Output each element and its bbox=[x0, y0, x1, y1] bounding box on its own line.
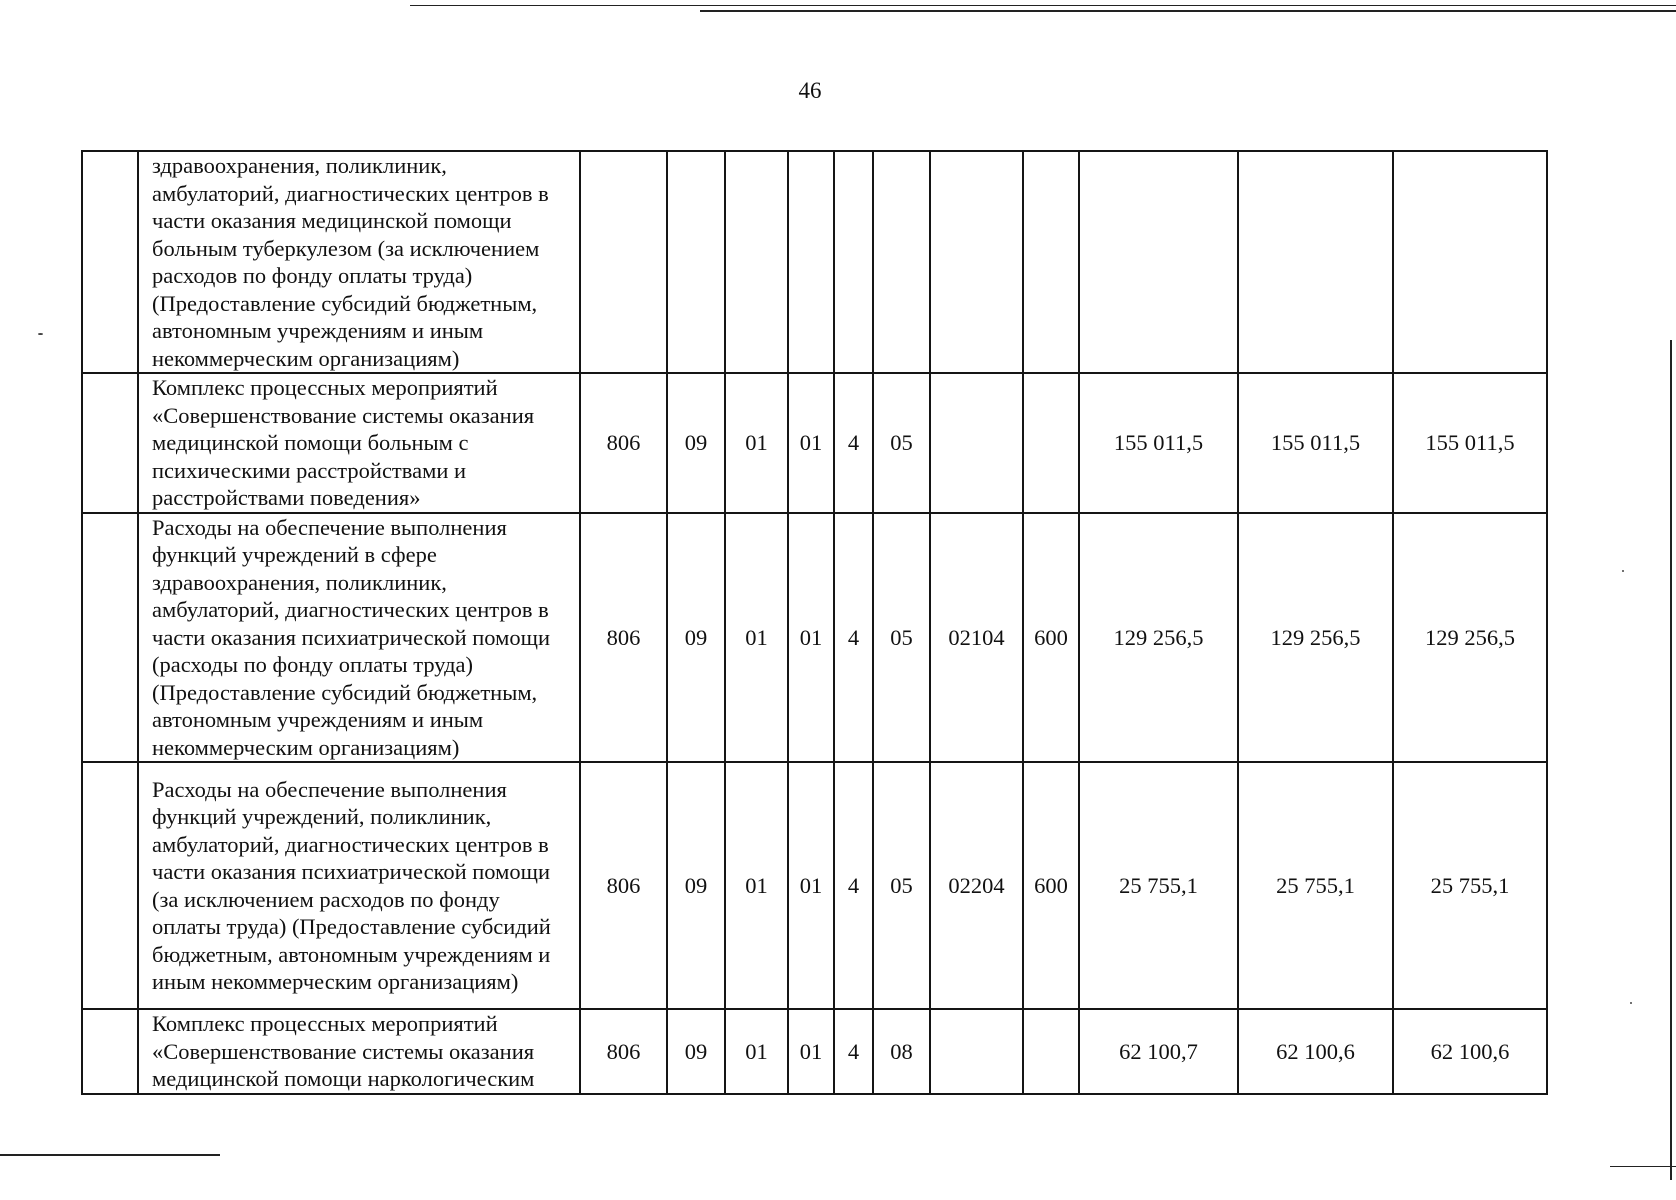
code-cell: 01 bbox=[788, 373, 834, 513]
amount-cell: 25 755,1 bbox=[1238, 762, 1393, 1009]
code-cell: 05 bbox=[873, 762, 930, 1009]
amount-cell: 25 755,1 bbox=[1393, 762, 1547, 1009]
code-cell bbox=[1023, 1009, 1079, 1094]
amount-cell: 62 100,7 bbox=[1079, 1009, 1238, 1094]
code-cell bbox=[930, 1009, 1023, 1094]
code-cell: 4 bbox=[834, 1009, 873, 1094]
code-cell: 01 bbox=[725, 762, 788, 1009]
code-cell: 600 bbox=[1023, 513, 1079, 763]
budget-table bbox=[81, 150, 1548, 1095]
row-description: Расходы на обеспечение выполнения функций учреждений, поликлиник, амбулаторий, диагностических центров в части оказания психиатрической помощи (за исключением расходов по фонду оплаты труда) (Предоставление субсидий бюджетным, автономным учреждениям и иным некоммерческим организациям) bbox=[138, 762, 580, 1009]
amount-cell: 129 256,5 bbox=[1079, 513, 1238, 763]
amount-cell bbox=[1238, 151, 1393, 373]
code-cell: 01 bbox=[788, 762, 834, 1009]
amount-cell: 155 011,5 bbox=[1238, 373, 1393, 513]
amount-cell: 25 755,1 bbox=[1079, 762, 1238, 1009]
row-number-cell bbox=[82, 513, 138, 763]
code-cell: 01 bbox=[725, 513, 788, 763]
row-description: здравоохранения, поликлиник, амбулаторий, диагностических центров в части оказания медицинской помощи больным туберкулезом (за исключением расходов по фонду оплаты труда) (Предоставление субсидий бюджетным, автономным учреждениям и иным некоммерческим организациям) bbox=[138, 151, 580, 373]
scan-speck bbox=[1630, 1002, 1632, 1004]
code-cell: 02204 bbox=[930, 762, 1023, 1009]
code-cell: 08 bbox=[873, 1009, 930, 1094]
code-cell: 806 bbox=[580, 373, 667, 513]
amount-cell: 155 011,5 bbox=[1393, 373, 1547, 513]
table-row bbox=[82, 373, 1547, 513]
row-number-cell bbox=[82, 373, 138, 513]
code-cell bbox=[1023, 373, 1079, 513]
amount-cell bbox=[1079, 151, 1238, 373]
code-cell: 4 bbox=[834, 513, 873, 763]
code-cell bbox=[834, 151, 873, 373]
table-row bbox=[82, 1009, 1547, 1094]
scan-speck bbox=[38, 333, 43, 335]
code-cell: 4 bbox=[834, 373, 873, 513]
code-cell: 09 bbox=[667, 1009, 725, 1094]
scan-line-bottom-left bbox=[0, 1154, 220, 1156]
code-cell: 01 bbox=[725, 373, 788, 513]
code-cell: 01 bbox=[788, 1009, 834, 1094]
code-cell: 09 bbox=[667, 762, 725, 1009]
code-cell: 05 bbox=[873, 373, 930, 513]
row-description: Комплекс процессных мероприятий «Совершенствование системы оказания медицинской помощи наркологическим bbox=[138, 1009, 580, 1094]
code-cell bbox=[1023, 151, 1079, 373]
scan-line-top-2 bbox=[700, 10, 1676, 12]
amount-cell bbox=[1393, 151, 1547, 373]
code-cell: 4 bbox=[834, 762, 873, 1009]
code-cell: 600 bbox=[1023, 762, 1079, 1009]
amount-cell: 155 011,5 bbox=[1079, 373, 1238, 513]
amount-cell: 129 256,5 bbox=[1238, 513, 1393, 763]
code-cell: 05 bbox=[873, 513, 930, 763]
amount-cell: 62 100,6 bbox=[1238, 1009, 1393, 1094]
code-cell: 02104 bbox=[930, 513, 1023, 763]
code-cell bbox=[580, 151, 667, 373]
code-cell: 01 bbox=[788, 513, 834, 763]
code-cell bbox=[667, 151, 725, 373]
table-row bbox=[82, 762, 1547, 1009]
row-description: Комплекс процессных мероприятий «Совершенствование системы оказания медицинской помощи больным с психическими расстройствами и расстройствами поведения» bbox=[138, 373, 580, 513]
code-cell: 806 bbox=[580, 1009, 667, 1094]
table-row bbox=[82, 513, 1547, 763]
scan-speck bbox=[1622, 570, 1624, 572]
amount-cell: 62 100,6 bbox=[1393, 1009, 1547, 1094]
page-number: 46 bbox=[798, 78, 822, 103]
scan-line-right-bottom bbox=[1610, 1166, 1676, 1167]
row-number-cell bbox=[82, 762, 138, 1009]
code-cell bbox=[930, 373, 1023, 513]
code-cell: 09 bbox=[667, 513, 725, 763]
row-number-cell bbox=[82, 151, 138, 373]
code-cell: 09 bbox=[667, 373, 725, 513]
code-cell: 806 bbox=[580, 762, 667, 1009]
code-cell bbox=[873, 151, 930, 373]
amount-cell: 129 256,5 bbox=[1393, 513, 1547, 763]
scan-line-top bbox=[410, 5, 1676, 6]
code-cell bbox=[788, 151, 834, 373]
code-cell bbox=[930, 151, 1023, 373]
code-cell: 806 bbox=[580, 513, 667, 763]
row-description: Расходы на обеспечение выполнения функций учреждений в сфере здравоохранения, поликлиник, амбулаторий, диагностических центров в части оказания психиатрической помощи (расходы по фонду оплаты труда) (Предоставление субсидий бюджетным, автономным учреждениям и иным некоммерческим организациям) bbox=[138, 513, 580, 763]
row-number-cell bbox=[82, 1009, 138, 1094]
scan-line-right-edge bbox=[1670, 340, 1672, 1180]
table-row bbox=[82, 151, 1547, 373]
code-cell: 01 bbox=[725, 1009, 788, 1094]
code-cell bbox=[725, 151, 788, 373]
